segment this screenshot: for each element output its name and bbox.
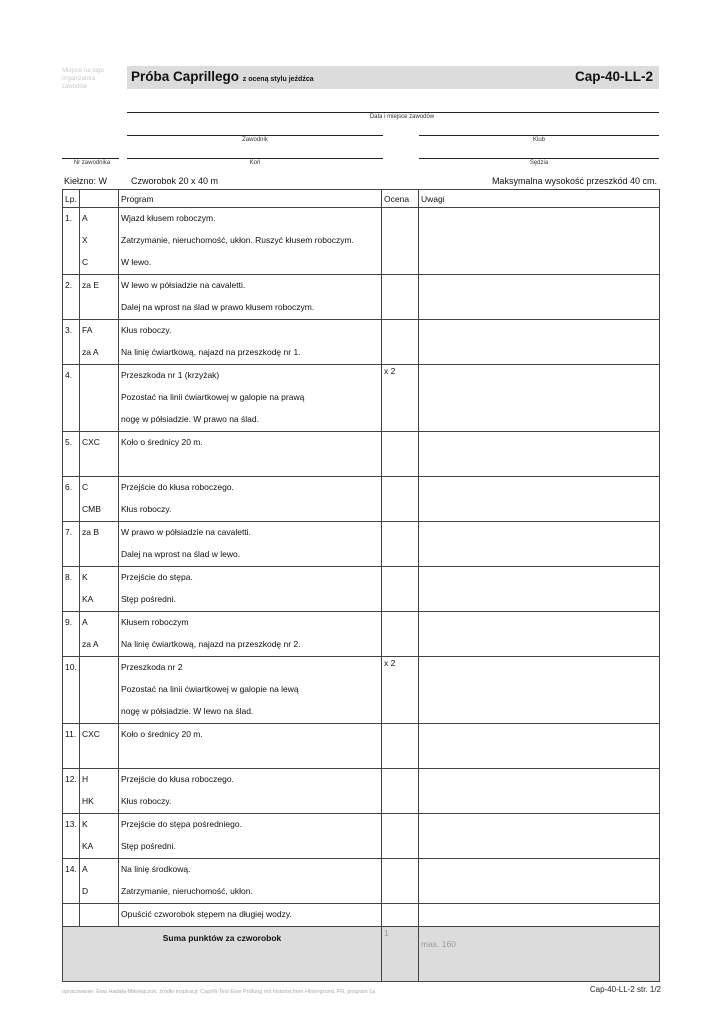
table-row: [63, 612, 660, 657]
row-number: [63, 612, 80, 657]
place-letter: za E: [82, 280, 100, 290]
program-body: [63, 208, 660, 927]
remarks-field[interactable]: [419, 275, 660, 320]
program-line: [119, 746, 381, 768]
score-field[interactable]: [382, 208, 419, 275]
place-letter: [80, 454, 118, 476]
row-places: [80, 522, 119, 567]
program-line: Koło o średnicy 20 m.: [121, 729, 203, 739]
row-number-text: 8.: [65, 572, 73, 582]
remarks-field[interactable]: [419, 859, 660, 904]
row-places: [80, 365, 119, 432]
place-letter: za A: [82, 347, 99, 357]
row-places: [80, 320, 119, 365]
program-line: Przeszkoda nr 2: [121, 662, 183, 672]
horse-line[interactable]: [127, 158, 383, 159]
place-letter: [80, 657, 118, 679]
row-number: [63, 432, 80, 477]
row-program: [119, 208, 382, 275]
row-places: [80, 275, 119, 320]
row-number: [63, 477, 80, 522]
place-letter: CXC: [82, 729, 100, 739]
program-line: Na linię środkową.: [121, 864, 191, 874]
program-line: W lewo w półsiadzie na cavaletti.: [121, 280, 246, 290]
remarks-field[interactable]: [419, 904, 660, 927]
program-line: nogę w półsiadzie. W prawo na ślad.: [121, 414, 259, 424]
row-number-text: 13.: [65, 819, 77, 829]
place-letter: KA: [82, 594, 94, 604]
row-program: [119, 567, 382, 612]
remarks-field[interactable]: [419, 612, 660, 657]
table-row: [63, 320, 660, 365]
score-field[interactable]: [382, 814, 419, 859]
program-line: Na linię ćwiartkową, najazd na przeszkodę nr 2.: [121, 639, 301, 649]
program-line: W prawo w półsiadzie na cavaletti.: [121, 527, 251, 537]
table-row: [63, 814, 660, 859]
row-number: [63, 724, 80, 769]
coefficient: [382, 477, 418, 479]
place-letter: [80, 904, 118, 926]
row-program: [119, 612, 382, 657]
program-line: Kłus roboczy.: [121, 504, 172, 514]
table-row: [63, 477, 660, 522]
row-number-text: 14.: [65, 864, 77, 874]
coefficient: [382, 904, 418, 906]
coefficient: [382, 724, 418, 726]
row-program: [119, 432, 382, 477]
place-letter: CMB: [82, 504, 101, 514]
score-field[interactable]: [382, 477, 419, 522]
row-number-text: 6.: [65, 482, 73, 492]
footer-credit: opracowanie: Ewa Hadała-Mikołajczuk; źródło inspiracji: Caprilli-Test Eine Prüfung mit historischem Hintergrund, FN, program 1a: [62, 989, 376, 995]
score-field[interactable]: [382, 432, 419, 477]
score-field[interactable]: [382, 657, 419, 724]
table-header-row: [63, 190, 660, 208]
place-letter: A: [82, 213, 88, 223]
row-places: [80, 814, 119, 859]
remarks-field[interactable]: [419, 208, 660, 275]
row-program: [119, 859, 382, 904]
row-number-text: 7.: [65, 527, 73, 537]
place-letter: [80, 746, 118, 768]
row-number-text: 4.: [65, 370, 73, 380]
program-line: W lewo.: [121, 257, 152, 267]
program-line: Pozostać na linii ćwiartkowej w galopie na lewą: [121, 684, 299, 694]
program-line: Wjazd kłusem roboczym.: [121, 213, 216, 223]
judge-line[interactable]: [419, 158, 659, 159]
row-places: [80, 657, 119, 724]
date-place-line[interactable]: [127, 112, 659, 113]
program-line: Zatrzymanie, nieruchomość, ukłon. Ruszyć kłusem roboczym.: [121, 235, 354, 245]
program-line: Przejście do kłusa roboczego.: [121, 774, 234, 784]
title-text: Próba Caprillego: [131, 69, 240, 84]
place-letter: CXC: [82, 437, 100, 447]
row-number: [63, 365, 80, 432]
max-height-info: Maksymalna wysokość przeszkód 40 cm.: [491, 176, 657, 186]
row-number-text: 3.: [65, 325, 73, 335]
row-program: [119, 365, 382, 432]
program-line: Stęp pośredni.: [121, 841, 176, 851]
place-letter: FA: [82, 325, 93, 335]
coefficient: [382, 432, 418, 434]
rider-number-label: Nr zawodnika: [73, 160, 111, 166]
row-number: [63, 904, 80, 927]
program-line: Przejście do kłusa roboczego.: [121, 482, 234, 492]
table-row: [63, 275, 660, 320]
place-letter: K: [82, 572, 88, 582]
place-letter: [80, 297, 118, 319]
row-program: [119, 477, 382, 522]
row-number: [63, 522, 80, 567]
sum-label: Suma punktów za czworobok: [63, 927, 382, 982]
program-line: Kłus roboczy.: [121, 325, 172, 335]
program-line: [119, 454, 381, 476]
row-program: [119, 275, 382, 320]
score-field[interactable]: [382, 612, 419, 657]
table-row: [63, 724, 660, 769]
place-letter: H: [82, 774, 89, 784]
row-places: [80, 769, 119, 814]
program-line: Na linię ćwiartkową, najazd na przeszkodę nr 1.: [121, 347, 301, 357]
arena-info: Czworobok 20 x 40 m: [131, 176, 219, 186]
remarks-field[interactable]: [419, 567, 660, 612]
place-letter: [80, 679, 118, 701]
place-letter: C: [82, 482, 89, 492]
row-program: [119, 320, 382, 365]
title-bar: [127, 66, 659, 89]
page-number: Cap-40-LL-2 str. 1/2: [589, 985, 661, 994]
row-number-text: 2.: [65, 280, 73, 290]
program-line: Zatrzymanie, nieruchomość, ukłon.: [121, 886, 253, 896]
place-letter: [80, 701, 118, 723]
remarks-field[interactable]: [419, 320, 660, 365]
program-line: Przejście do stępa pośredniego.: [121, 819, 242, 829]
program-line: Stęp pośredni.: [121, 594, 176, 604]
club-label: Klub: [532, 137, 545, 143]
coefficient: [382, 208, 418, 210]
header-place: [80, 190, 119, 208]
remarks-field[interactable]: [419, 814, 660, 859]
row-places: [80, 477, 119, 522]
sum-score-field[interactable]: 1: [382, 927, 419, 982]
place-letter: [80, 409, 118, 431]
program-line: Przejście do stępa.: [121, 572, 193, 582]
row-number-text: 12.: [65, 774, 77, 784]
coefficient: [382, 814, 418, 816]
row-number-text: 1.: [65, 213, 73, 223]
row-places: [80, 567, 119, 612]
table-row: [63, 859, 660, 904]
remarks-field[interactable]: [419, 724, 660, 769]
row-number: [63, 567, 80, 612]
row-places: [80, 859, 119, 904]
header-lp: Lp.: [63, 190, 80, 208]
row-number: [63, 275, 80, 320]
rider-number-line[interactable]: [62, 158, 119, 159]
organizer-logo-placeholder: Miejsce na logo organizatora zawodów: [62, 68, 104, 90]
date-place-label: Data i miejsce zawodów: [369, 114, 435, 120]
remarks-field[interactable]: [419, 522, 660, 567]
remarks-field[interactable]: [419, 769, 660, 814]
header-uwagi: Uwagi: [419, 190, 660, 208]
score-field[interactable]: [382, 522, 419, 567]
place-letter: [80, 387, 118, 409]
row-number: [63, 859, 80, 904]
row-number-text: 5.: [65, 437, 73, 447]
program-line: nogę w półsiadzie. W lewo na ślad.: [121, 706, 254, 716]
coefficient: [382, 320, 418, 322]
sum-row: [63, 927, 660, 982]
coefficient: [382, 567, 418, 569]
remarks-field[interactable]: [419, 477, 660, 522]
coefficient: [382, 612, 418, 614]
place-letter: za A: [82, 639, 99, 649]
rider-label: Zawodnik: [242, 137, 268, 143]
row-places: [80, 432, 119, 477]
bit-info: Kiełzno: W: [64, 176, 108, 186]
coefficient: x 2: [384, 366, 396, 376]
score-field[interactable]: [382, 320, 419, 365]
row-number-text: [63, 904, 79, 926]
table-row: [63, 657, 660, 724]
test-code: Cap-40-LL-2: [574, 69, 653, 84]
place-letter: za B: [82, 527, 100, 537]
remarks-field[interactable]: [419, 365, 660, 432]
coefficient: [382, 769, 418, 771]
header-ocena: Ocena: [382, 190, 419, 208]
row-places: [80, 208, 119, 275]
test-title: [131, 69, 314, 84]
place-letter: [80, 544, 118, 566]
score-field[interactable]: [382, 365, 419, 432]
row-number-text: 10.: [65, 662, 77, 672]
row-places: [80, 612, 119, 657]
place-letter: [80, 365, 118, 387]
table-row: [63, 567, 660, 612]
program-table: [62, 189, 660, 982]
score-field[interactable]: [382, 859, 419, 904]
row-program: [119, 814, 382, 859]
remarks-field[interactable]: [419, 657, 660, 724]
row-number: [63, 657, 80, 724]
row-number: [63, 208, 80, 275]
row-program: [119, 769, 382, 814]
row-number-text: 9.: [65, 617, 73, 627]
table-row: [63, 522, 660, 567]
row-number: [63, 320, 80, 365]
program-line: Opuścić czworobok stępem na długiej wodzy.: [121, 909, 292, 919]
score-field[interactable]: [382, 275, 419, 320]
place-letter: A: [82, 617, 88, 627]
program-line: Koło o średnicy 20 m.: [121, 437, 203, 447]
coefficient: [382, 522, 418, 524]
place-letter: HK: [82, 796, 94, 806]
row-number: [63, 769, 80, 814]
program-line: Przeszkoda nr 1 (krzyżak): [121, 370, 220, 380]
table-row: [63, 769, 660, 814]
score-field[interactable]: [382, 567, 419, 612]
program-line: Dalej na wprost na ślad w lewo.: [121, 549, 241, 559]
table-row: [63, 904, 660, 927]
place-letter: K: [82, 819, 88, 829]
place-letter: KA: [82, 841, 94, 851]
table-row: [63, 432, 660, 477]
row-program: [119, 522, 382, 567]
place-letter: C: [82, 257, 89, 267]
program-line: Kłusem roboczym: [121, 617, 189, 627]
program-line: Kłus roboczy.: [121, 796, 172, 806]
sum-max: max. 160: [419, 927, 660, 982]
row-places: [80, 724, 119, 769]
score-field[interactable]: [382, 724, 419, 769]
header-program: Program: [119, 190, 382, 208]
rider-line[interactable]: [127, 135, 383, 136]
row-program: [119, 724, 382, 769]
remarks-field[interactable]: [419, 432, 660, 477]
table-row: [63, 365, 660, 432]
score-field[interactable]: [382, 904, 419, 927]
score-field[interactable]: [382, 769, 419, 814]
judge-label: Sędzia: [529, 160, 549, 166]
coefficient: x 2: [384, 658, 396, 668]
row-places: [80, 904, 119, 927]
row-program: [119, 904, 382, 927]
horse-label: Koń: [249, 160, 261, 166]
club-line[interactable]: [419, 135, 659, 136]
place-letter: D: [82, 886, 89, 896]
place-letter: A: [82, 864, 88, 874]
title-subtitle: z oceną stylu jeźdźca: [242, 76, 314, 83]
row-program: [119, 657, 382, 724]
coefficient: [382, 859, 418, 861]
program-line: Dalej na wprost na ślad w prawo kłusem roboczym.: [121, 302, 315, 312]
table-row: [63, 208, 660, 275]
program-line: Pozostać na linii ćwiartkowej w galopie na prawą: [121, 392, 305, 402]
row-number: [63, 814, 80, 859]
row-number-text: 11.: [65, 729, 77, 739]
place-letter: X: [82, 235, 88, 245]
coefficient: [382, 275, 418, 277]
